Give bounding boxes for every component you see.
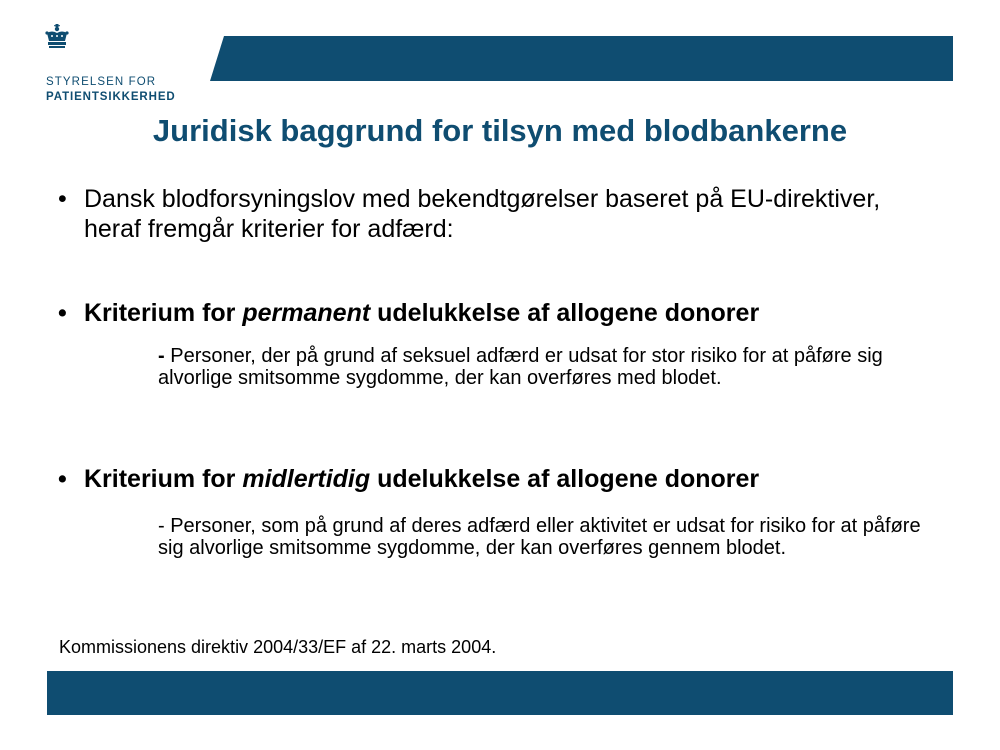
sub-bullet-text: - Personer, som på grund af deres adfærd eller aktivitet er udsat for risiko for at påføre sig alvorlige smitsomme sygdomme, der kan overføres gennem blodet. xyxy=(158,515,921,559)
bullet-symbol: • xyxy=(58,299,67,327)
footer-band xyxy=(47,671,953,715)
logo-line-1: STYRELSEN FOR xyxy=(46,76,157,88)
crown-icon xyxy=(44,24,70,52)
agency-logo xyxy=(44,24,214,103)
bullet-text: Dansk blodforsyningslov med bekendtgørelser baseret på EU-direktiver, heraf fremgår kriterier for adfærd: xyxy=(84,185,881,243)
sub-bullet-text xyxy=(158,345,938,389)
bullet-prefix: Kriterium for xyxy=(84,465,243,493)
bullet-emphasis: permanent xyxy=(242,299,371,327)
slide-title: Juridisk baggrund for tilsyn med blodbankerne xyxy=(152,113,848,148)
logo-line-2: PATIENTSIKKERHED xyxy=(46,91,176,103)
bullet-suffix: udelukkelse af allogene donorer xyxy=(370,465,760,493)
sub-text: Personer, der på grund af seksuel adfærd er udsat for stor risiko for at påføre sig alvorlige smitsomme sygdomme, der kan overføres med blodet. xyxy=(158,345,883,389)
sub-dash: - xyxy=(158,345,165,367)
footnote: Kommissionens direktiv 2004/33/EF af 22. marts 2004. xyxy=(59,637,497,657)
bullet-symbol: • xyxy=(58,185,67,213)
bullet-emphasis: midlertidig xyxy=(242,465,371,493)
bullet-text xyxy=(84,298,934,328)
bullet-symbol: • xyxy=(58,465,67,493)
header-band xyxy=(210,36,953,81)
bullet-text xyxy=(84,464,934,494)
bullet-suffix: udelukkelse af allogene donorer xyxy=(370,299,760,327)
bullet-prefix: Kriterium for xyxy=(84,299,243,327)
